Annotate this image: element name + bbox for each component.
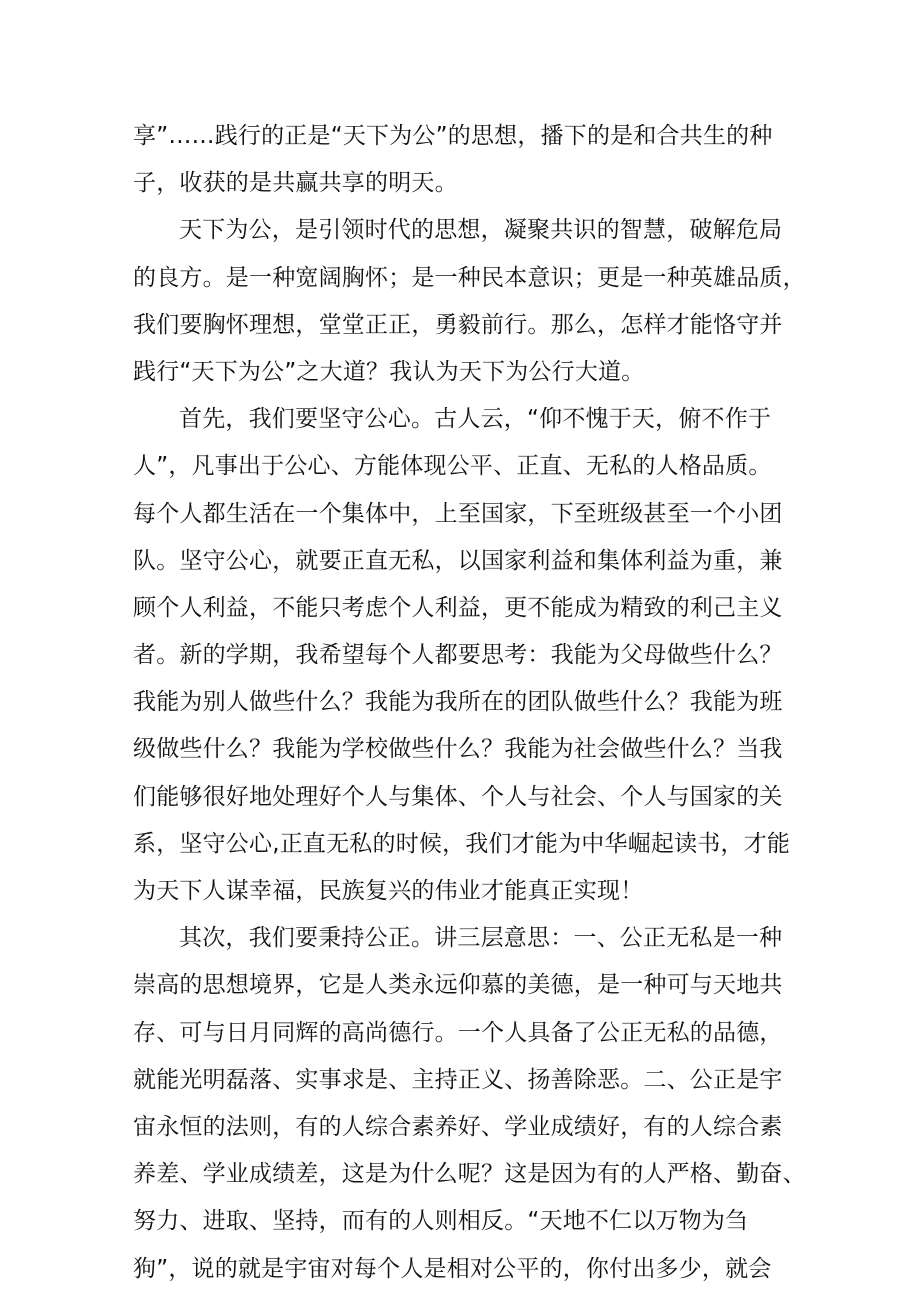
- paragraph-4-line-8: 狗”，说的就是宇宙对每个人是相对公平的，你付出多少，就会: [133, 1255, 772, 1282]
- paragraph-3-line-5: 顾个人利益，不能只考虑个人利益，更不能成为精致的利己主义: [133, 594, 783, 621]
- paragraph-2-line-4: 践行“天下为公”之大道？我认为天下为公行大道。: [133, 358, 645, 385]
- paragraph-1-line-1: 享”……践行的正是“天下为公”的思想，播下的是和合共生的种: [133, 123, 773, 149]
- paragraph-3-line-1: 首先，我们要坚守公心。古人云，“仰不愧于天，俯不作于: [179, 406, 772, 433]
- paragraph-3-line-10: 系，坚守公心,正直无私的时候，我们才能为中华崛起读书，才能: [133, 830, 791, 857]
- paragraph-4-line-2: 崇高的思想境界，它是人类永远仰慕的美德，是一种可与天地共: [133, 972, 783, 999]
- paragraph-1-line-2: 子，收获的是共赢共享的明天。: [133, 170, 458, 197]
- paragraph-4-line-1: 其次，我们要秉持公正。讲三层意思：一、公正无私是一种: [179, 925, 783, 952]
- paragraph-3-line-7: 我能为别人做些什么？我能为我所在的团队做些什么？我能为班: [133, 689, 783, 716]
- paragraph-3-line-2: 人”，凡事出于公心、方能体现公平、正直、无私的人格品质。: [133, 453, 772, 480]
- paragraph-4-line-5: 宙永恒的法则，有的人综合素养好、学业成绩好，有的人综合素: [133, 1113, 783, 1140]
- paragraph-3-line-3: 每个人都生活在一个集体中，上至国家，下至班级甚至一个小团: [133, 500, 783, 527]
- document-body: [133, 113, 806, 1293]
- paragraph-2-line-1: 天下为公，是引领时代的思想，凝聚共识的智慧，破解危局: [179, 217, 783, 244]
- paragraph-3-line-9: 们能够很好地处理好个人与集体、个人与社会、个人与国家的关: [133, 783, 783, 810]
- paragraph-4-line-4: 就能光明磊落、实事求是、主持正义、扬善除恶。二、公正是宇: [133, 1066, 783, 1093]
- paragraph-4-line-7: 努力、进取、坚持，而有的人则相反。“天地不仁以万物为刍: [133, 1208, 749, 1235]
- paragraph-3-line-6: 者。新的学期，我希望每个人都要思考：我能为父母做些什么？: [133, 642, 783, 669]
- paragraph-4-line-6: 养差、学业成绩差，这是为什么呢？这是因为有的人严格、勤奋、: [133, 1161, 806, 1188]
- paragraph-4-line-3: 存、可与日月同辉的高尚德行。一个人具备了公正无私的品德，: [133, 1019, 783, 1046]
- paragraph-2-line-2: 的良方。是一种宽阔胸怀；是一种民本意识；更是一种英雄品质，: [133, 264, 806, 291]
- paragraph-2-line-3: 我们要胸怀理想，堂堂正正，勇毅前行。那么，怎样才能恪守并: [133, 311, 783, 338]
- paragraph-3-line-11: 为天下人谋幸福，民族复兴的伟业才能真正实现！: [133, 878, 644, 904]
- paragraph-3-line-8: 级做些什么？我能为学校做些什么？我能为社会做些什么？当我: [133, 736, 783, 763]
- paragraph-3-line-4: 队。坚守公心，就要正直无私，以国家利益和集体利益为重，兼: [133, 547, 783, 574]
